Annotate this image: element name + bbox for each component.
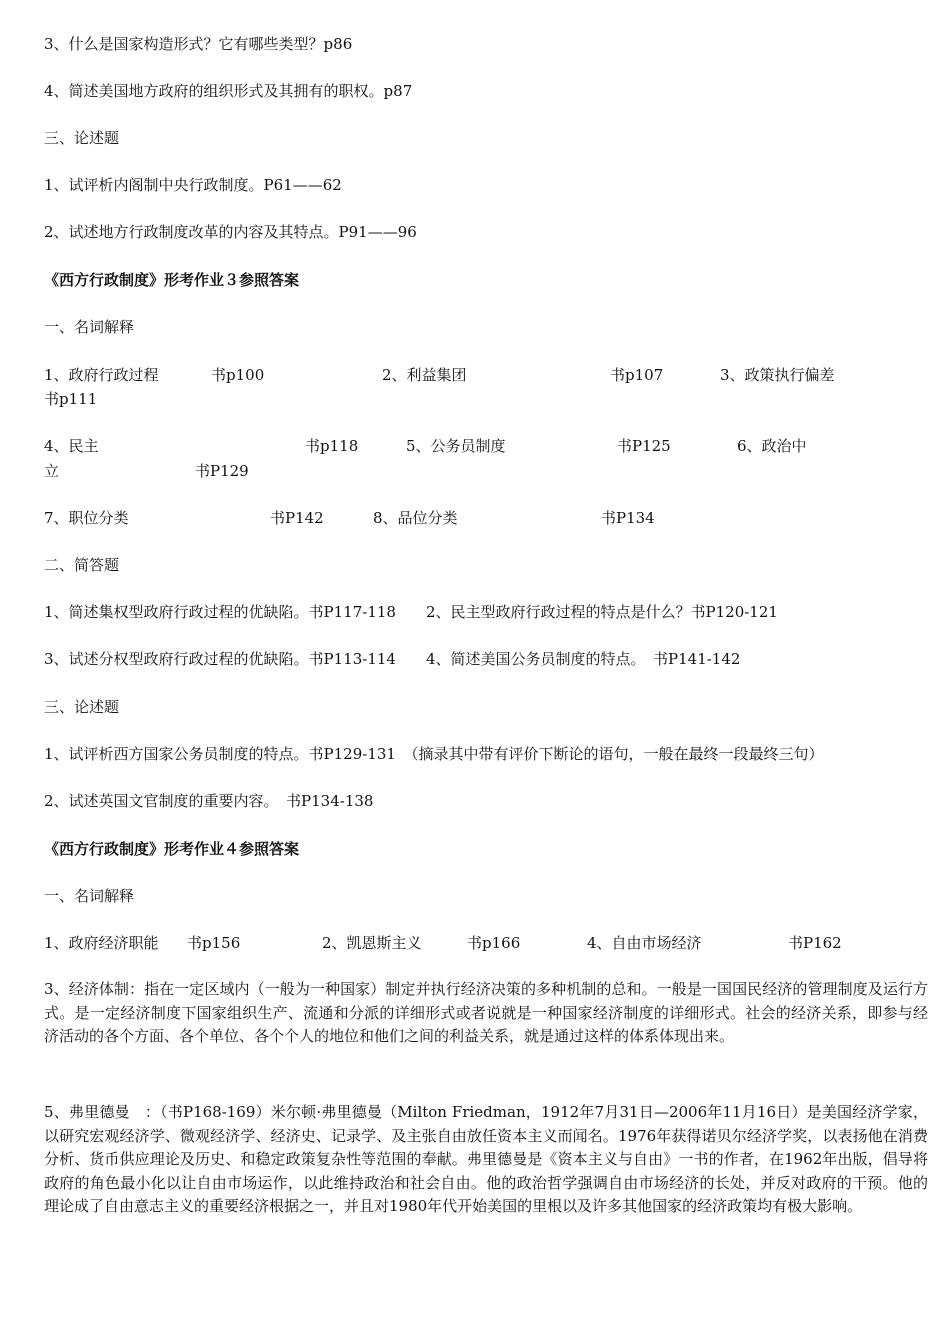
question-line: 3、什么是国家构造形式？它有哪些类型？p86 bbox=[44, 35, 353, 53]
term-ref: 书P125 bbox=[617, 437, 671, 455]
section-heading: 三、论述题 bbox=[44, 129, 120, 147]
question-line: 2、试述英国文官制度的重要内容。 书P134-138 bbox=[44, 792, 374, 810]
term-label: 5、公务员制度 bbox=[406, 437, 506, 455]
term-ref: 书P129 bbox=[195, 462, 249, 480]
question-line: 2、试述地方行政制度改革的内容及其特点。P91——96 bbox=[44, 223, 417, 241]
term-label: 7、职位分类 bbox=[44, 509, 129, 527]
term-label: 3、政策执行偏差 bbox=[720, 366, 835, 384]
definition-paragraph: 3、经济体制：指在一定区域内（一般为一种国家）制定并执行经济决策的多种机制的总和。一般是一国国民经济的管理制度及运行方式。是一定经济制度下国家组织生产、流通和分派的详细形式或者说就是一种国家经济制度的详细形式。社会的经济关系，即参与经济活动的各个方面、各个单位、各个个人的地位和他们之间的利益关系，就是通过这样的体系体现出来。 bbox=[44, 980, 928, 1045]
term-label: 4、民主 bbox=[44, 437, 99, 455]
term-label: 1、政府经济职能 bbox=[44, 934, 159, 952]
question-line: 1、试评析西方国家公务员制度的特点。书P129-131 （摘录其中带有评价下断论的语句，一般在最终一段最终三句） bbox=[44, 745, 824, 763]
question-line: 4、简述美国地方政府的组织形式及其拥有的职权。p87 bbox=[44, 82, 413, 100]
section-heading: 二、简答题 bbox=[44, 556, 120, 574]
term-ref: 书P142 bbox=[270, 509, 324, 527]
term-label: 立 bbox=[44, 462, 60, 480]
term-ref: 书P162 bbox=[788, 934, 842, 952]
term-ref: 书P134 bbox=[601, 509, 655, 527]
term-label: 2、利益集团 bbox=[382, 366, 467, 384]
section-heading: 一、名词解释 bbox=[44, 318, 135, 336]
question-line: 3、试述分权型政府行政过程的优缺陷。书P113-114 4、简述美国公务员制度的特点。 书P141-142 bbox=[44, 650, 741, 668]
question-line: 1、简述集权型政府行政过程的优缺陷。书P117-118 2、民主型政府行政过程的特点是什么？书P120-121 bbox=[44, 603, 778, 621]
term-ref: 书p100 bbox=[211, 366, 265, 384]
term-label: 4、自由市场经济 bbox=[587, 934, 702, 952]
term-ref: 书p118 bbox=[305, 437, 359, 455]
term-ref: 书p156 bbox=[187, 934, 241, 952]
term-ref: 书p166 bbox=[467, 934, 521, 952]
term-label: 6、政治中 bbox=[737, 437, 807, 455]
question-line: 1、试评析内阁制中央行政制度。P61——62 bbox=[44, 176, 342, 194]
term-label: 1、政府行政过程 bbox=[44, 366, 159, 384]
section-heading: 三、论述题 bbox=[44, 698, 120, 716]
hw3-title: 《西方行政制度》形考作业３参照答案 bbox=[44, 271, 300, 289]
section-heading: 一、名词解释 bbox=[44, 887, 135, 905]
term-ref: 书p111 bbox=[44, 390, 98, 408]
definition-paragraph: 5、弗里德曼 ：（书P168-169）米尔顿·弗里德曼（Milton Friedman，1912年7月31日—2006年11月16日）是美国经济学家，以研究宏观经济学、微观经济学、经济史、记录学、及主张自由放任资本主义而闻名。1976年获得诺贝尔经济学奖，以表扬他在消费分析、货币供应理论及历史、和稳定政策复杂性等范围的奉献。弗里德曼是《资本主义与自由》一书的作者，在1962年出版，倡导将政府的角色最小化以让自由市场运作，以此维持政治和社会自由。他的政治哲学强调自由市场经济的长处，并反对政府的干预。他的理论成了自由意志主义的重要经济根据之一，并且对1980年代开始美国的里根以及许多其他国家的经济政策均有极大影响。 bbox=[44, 1103, 928, 1215]
term-label: 2、凯恩斯主义 bbox=[322, 934, 422, 952]
term-ref: 书p107 bbox=[610, 366, 664, 384]
term-label: 8、品位分类 bbox=[373, 509, 458, 527]
hw4-title: 《西方行政制度》形考作业４参照答案 bbox=[44, 840, 300, 858]
